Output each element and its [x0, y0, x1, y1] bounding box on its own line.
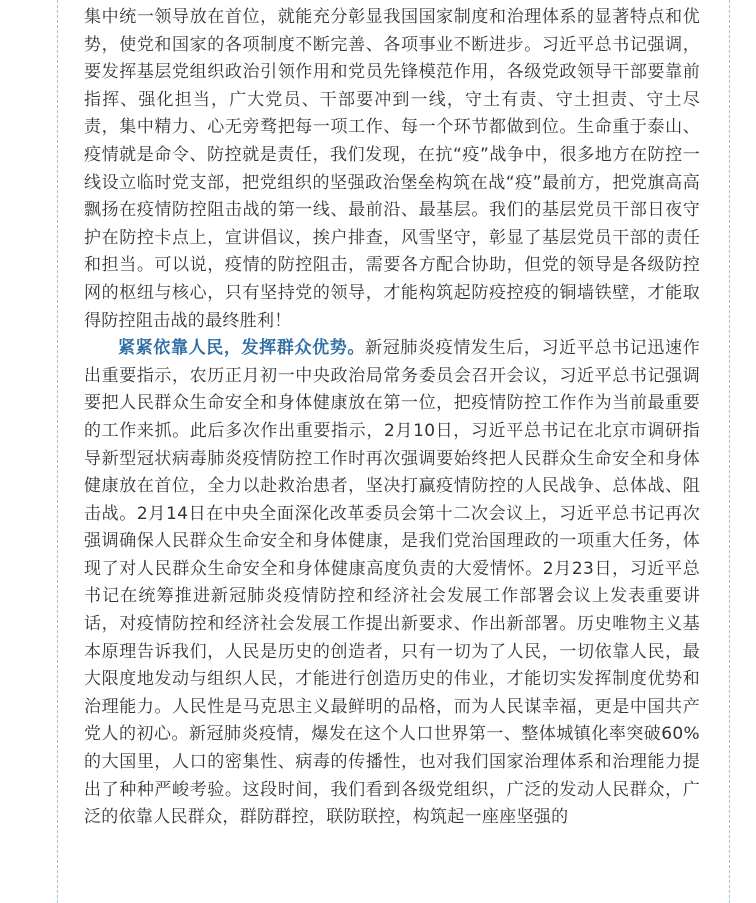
paragraph-body: 新冠肺炎疫情发生后，习近平总书记迅速作出重要指示，农历正月初一中央政治局常务委员会召开会议，习近平总书记强调要把人民群众生命安全和身体健康放在第一位，把疫情防控工作作为当前最重要的工作来抓。此后多次作出重要指示，2月10日，习近平总书记在北京市调研指导新型冠状病毒肺炎疫情防控工作时再次强调要始终把人民群众生命安全和身体健康放在首位，全力以赴救治患者，坚决打赢疫情防控的人民战争、总体战、阻击战。2月14日在中央全面深化改革委员会第十二次会议上，习近平总书记再次强调确保人民群众生命安全和身体健康，是我们党治国理政的一项重大任务，体现了对人民群众生命安全和身体健康高度负责的大爱情怀。2月23日，习近平总书记在统筹推进新冠肺炎疫情防控和经济社会发展工作部署会议上发表重要讲话，对疫情防控和经济社会发展工作提出新要求、作出新部署。历史唯物主义基本原理告诉我们，人民是历史的创造者，只有一切为了人民，一切依靠人民，最大限度地发动与组织人民，才能进行创造历史的伟业，才能切实发挥制度优势和治理能力。人民性是马克思主义最鲜明的品格，而为人民谋幸福，更是中国共产党人的初心。新冠肺炎疫情，爆发在这个人口世界第一、整体城镇化率突破60%的大国里，人口的密集性、病毒的传播性，也对我们国家治理体系和治理能力提出了种种严峻考验。这段时间，我们看到各级党组织，广泛的发动人民群众，广泛的依靠人民群众，群防群控，联防联控，构筑起一座座坚强的 [84, 338, 701, 828]
article-paragraph-1: 集中统一领导放在首位，就能充分彰显我国国家制度和治理体系的显著特点和优势，使党和国家的各项制度不断完善、各项事业不断进步。习近平总书记强调，要发挥基层党组织政治引领作用和党员先锋模范作用，各级党政领导干部要靠前指挥、强化担当，广大党员、干部要冲到一线，守土有责、守土担责、守土尽责，集中精力、心无旁骛把每一项工作、每一个环节都做到位。生命重于泰山、疫情就是命令、防控就是责任，我们发现，在抗“疫”战争中，很多地方在防控一线设立临时党支部，把党组织的坚强政治堡垒构筑在战“疫”最前方，把党旗高高飘扬在疫情防控阻击战的第一线、最前沿、最基层。我们的基层党员干部日夜守护在防控卡点上，宣讲倡议，挨户排查，风雪坚守，彰显了基层党员干部的责任和担当。可以说，疫情的防控阻击，需要各方配合协助，但党的领导是各级防控网的枢纽与核心，只有坚持党的领导，才能构筑起防疫控疫的铜墙铁壁，才能取得防控阻击战的最终胜利！ [84, 7, 700, 331]
paragraph-heading: 紧紧依靠人民，发挥群众优势。 [118, 338, 366, 359]
left-border-rule [57, 0, 58, 903]
article-paragraph-2 [84, 335, 700, 832]
right-border-rule [729, 0, 730, 903]
article-body [84, 4, 700, 832]
